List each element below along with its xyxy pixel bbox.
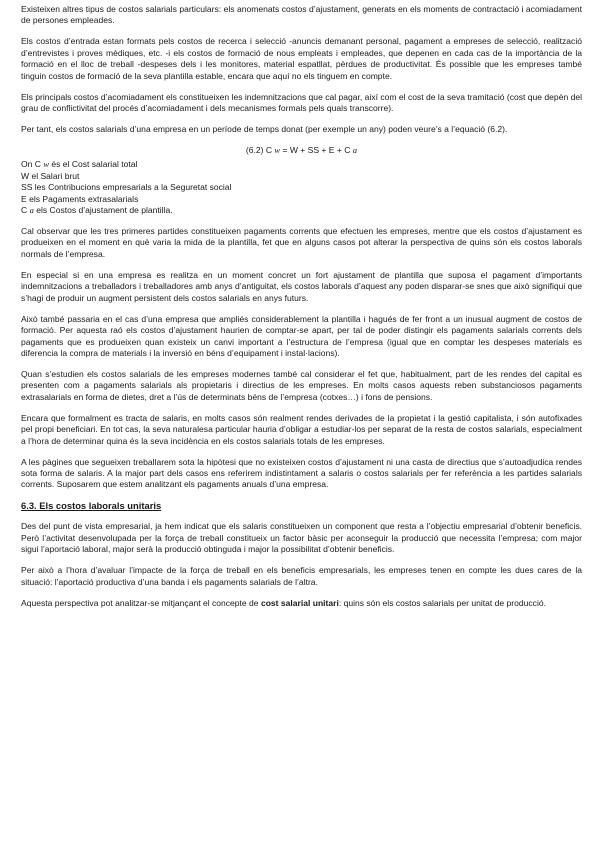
paragraph: Els principals costos d’acomiadament els constitueixen les indemnitzacions que cal pagar, així com el cost de la seva tramitació (cost que depèn del grau de conflictivitat del procés d’acomiadament i dels mecanismes formals pels quals transcorre). <box>21 91 582 114</box>
definition-text: C <box>21 205 30 216</box>
definition-ca <box>21 205 582 216</box>
bold-term: cost salarial unitari <box>260 597 339 608</box>
section-heading: 6.3. Els costos laborals unitaris <box>21 500 162 512</box>
paragraph-unit-cost <box>21 598 582 609</box>
definition-w: W el Salari brut <box>21 170 80 181</box>
paragraph-text: : quins són els costos salarials per unitat de producció. <box>338 597 546 608</box>
paragraph: Per tant, els costos salarials d’una empresa en un període de temps donat (per exemple un any) poden veure’s a l’equació (6.2). <box>21 124 508 135</box>
variable-definitions <box>21 159 582 216</box>
equation-subscript-a: a <box>352 145 358 156</box>
paragraph: En especial si en una empresa es realitza en un moment concret un fort ajustament de plantilla que suposa el pagament d’importants indemnitzacions a treballadors i treballadores amb anys d’antiguitat, els costos laborals d’aquest any poden disparar-se snes que això signifiqui que s’hagi de produir un augment persistent dels costos salarials en anys futurs. <box>21 269 582 303</box>
paragraph: Encara que formalment es tracta de salaris, en molts casos són realment rendes derivades de la propietat i la gestió capitalista, i són autofixades pel propi beneficiari. En tot cas, la seva naturalesa particular hauria d’obligar a estudiar-los per separat de la resta de costos salarials, especialment a l’hora de determinar quina és la seva incidència en els costos salarials totals de les empreses. <box>21 412 582 446</box>
paragraph-text: Aquesta perspectiva pot analitzar-se mitjançant el concepte de <box>21 597 261 608</box>
definition-ss: SS les Contribucions empresarials a la Seguretat social <box>21 182 232 193</box>
paragraph: Per això a l’hora d’avaluar l’impacte de la força de treball en els beneficis empresarials, les empreses tenen en compte les dues cares de la situació: l’aportació productiva d’una banda i els pagaments salarials de l’altra. <box>21 565 582 587</box>
equation-subscript-w: w <box>274 145 281 156</box>
definition-text: els Costos d’ajustament de plantilla. <box>33 205 173 216</box>
equation-prefix: (6.2) C <box>245 145 275 156</box>
definition-variable: w <box>43 159 50 170</box>
paragraph: Quan s’estudien els costos salarials de les empreses modernes també cal considerar el fet que, habitualment, part de les rendes del capital es presenten com a pagaments salarials als propietaris i directius de les empreses. En molts casos aquests reben substanciosos pagaments extrasalarials en forma de dietes, dret a l’ús de determinats béns de l’empresa (cotxes…) i fons de pensions. <box>21 368 582 402</box>
definition-cw <box>21 159 582 170</box>
paragraph: Això també passaria en el cas d’una empresa que ampliés considerablement la plantilla i hagués de fer front a un inusual augment de costos de formació. Per aquesta raó els costos d’ajustament haurien de comptar-se apart, per tal de poder distingir els pagaments salarials corrents dels pagaments que es produeixen quan existeix un canvi important a l’estructura de l’empresa (igual que en comptar les despeses materials es diferencia la compra de materials i la inversió en béns d’equipament i instal·lacions). <box>21 313 582 358</box>
definition-text: és el Cost salarial total <box>49 159 138 170</box>
paragraph: A les pàgines que segueixen treballarem sota la hipòtesi que no existeixen costos d’ajustament ni una casta de directius que s’autoadjudica rendes sota forma de salaris. A la major part dels casos ens referirem indistintament a salaris o costos salarials per fer referència a les partides salarials corrents. Suposarem que estem analitzant els pagaments anuals d’una empresa. <box>21 456 582 490</box>
paragraph: Cal observar que les tres primeres partides constitueixen pagaments corrents que efectuen les empreses, mentre que els costos d’ajustament es produeixen en el moment en què varia la mida de la plantilla, fet que en alguns casos pot alterar la perspectiva de quins són els costos laborals normals de l’empresa. <box>21 226 582 259</box>
definition-e: E els Pagaments extrasalarials <box>21 193 139 204</box>
paragraph: Els costos d’entrada estan formats pels costos de recerca i selecció -anuncis demanant personal, pagament a empreses de selecció, realització d’entrevistes i proves mèdiques, etc. -i els costos de formació de nous empleats i empleades, que depenen en cada cas de la importància de la formació en el lloc de treball -despeses dels i les monitores, material espatllat, pèrdues de productivitat. És possible que les empreses també tinguin costos de formació de la seva plantilla estable, encara que aquí no els tinguem en compte. <box>21 36 582 81</box>
equation-6-2 <box>21 145 582 156</box>
definition-variable: a <box>29 205 34 216</box>
paragraph: Des del punt de vista empresarial, ja hem indicat que els salaris constitueixen un component que resta a l’objectiu empresarial d’obtenir beneficis. Però l’activitat desenvolupada per la força de treball constitueix un factor bàsic per aconseguir la producció que necessita l’empresa; com major sigui l’aportació laboral, major serà la producció obtinguda i major la possibilitat d’obtenir beneficis. <box>21 521 582 555</box>
document-page <box>21 4 582 619</box>
definition-text: On C <box>21 159 44 170</box>
paragraph: Existeixen altres tipus de costos salarials particulars: els anomenats costos d’ajustament, generats en els moments de contractació i acomiadament de persones empleades. <box>21 4 582 26</box>
equation-middle: = W + SS + E + C <box>280 145 353 156</box>
